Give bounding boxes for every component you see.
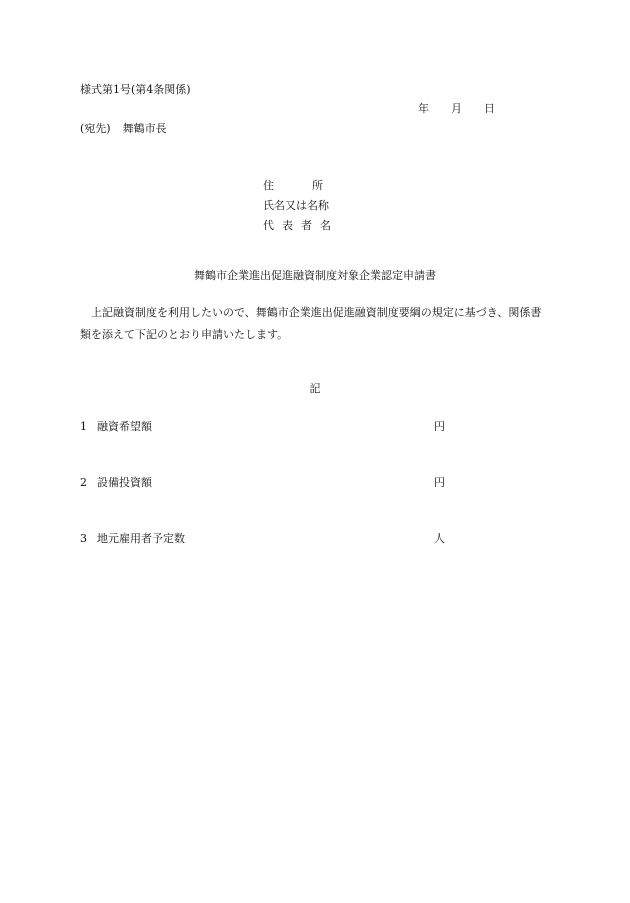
addressee-prefix: (宛先) — [80, 122, 111, 135]
address-label: 住所 — [263, 179, 361, 192]
item-loan-amount — [80, 418, 152, 434]
item-number: 3 — [80, 532, 87, 545]
ki-heading: 記 — [309, 382, 321, 395]
date-day: 日 — [484, 102, 495, 115]
item-number: 2 — [80, 476, 87, 489]
body-text: 上記融資制度を利用したいので、舞鶴市企業進出促進融資制度要綱の規定に基づき、関係書類を添えて下記のとおり申請いたします。 — [80, 306, 542, 341]
addressee-name: 舞鶴市長 — [122, 122, 167, 135]
date-line — [418, 100, 495, 116]
applicant-block — [263, 176, 361, 236]
document-title: 舞鶴市企業進出促進融資制度対象企業認定申請書 — [194, 269, 436, 282]
item-unit: 円 — [434, 476, 445, 489]
date-year: 年 — [418, 102, 429, 115]
item-label: 融資希望額 — [97, 420, 152, 433]
representative-label: 代表者名 — [263, 219, 339, 232]
addressee — [80, 120, 167, 136]
item-label: 地元雇用者予定数 — [97, 532, 185, 545]
name-label: 氏名又は名称 — [263, 199, 329, 212]
item-unit: 円 — [434, 420, 445, 433]
item-unit: 人 — [434, 532, 445, 545]
item-label: 設備投資額 — [97, 476, 152, 489]
item-number: 1 — [80, 420, 87, 433]
item-capital-investment — [80, 474, 152, 490]
date-month: 月 — [451, 102, 462, 115]
form-number: 様式第1号(第4条関係) — [80, 83, 191, 96]
item-local-employees — [80, 530, 185, 546]
